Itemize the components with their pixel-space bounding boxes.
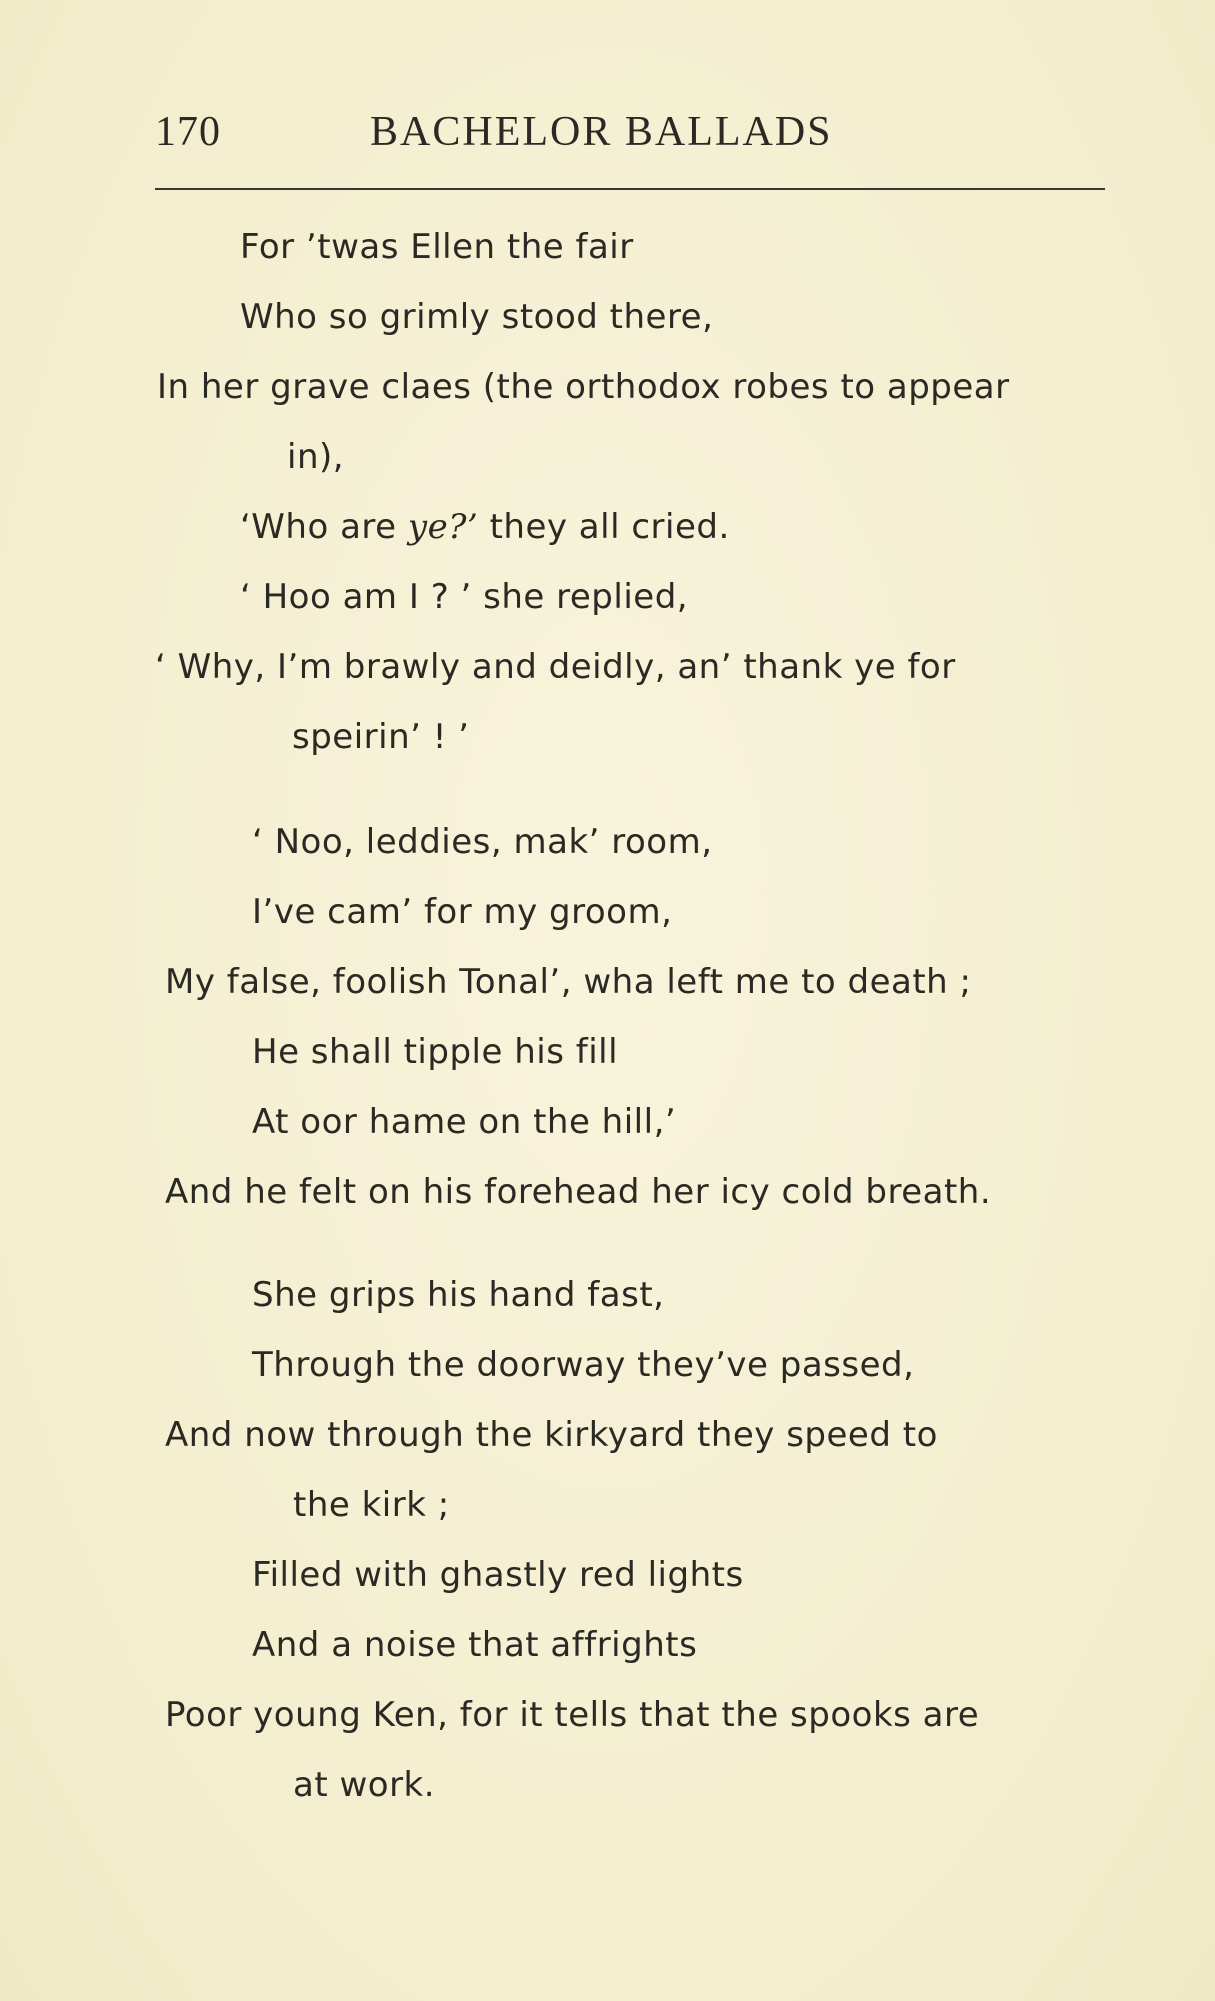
verse-line-end: they all cried. — [489, 507, 730, 547]
italic-emphasis: ye?’ — [407, 507, 479, 547]
running-title: BACHELOR BALLADS — [370, 109, 833, 155]
verse-line: Filled with ghastly red lights — [252, 1555, 744, 1595]
verse-line: ‘ Hoo am I ? ’ she replied, — [240, 577, 689, 617]
verse-line: And he felt on his forehead her icy cold breath. — [165, 1172, 992, 1212]
running-head — [155, 108, 1105, 168]
verse-line: She grips his hand fast, — [252, 1275, 665, 1315]
verse-line: In her grave claes (the orthodox robes to appear — [157, 367, 1010, 407]
verse-line: And now through the kirkyard they speed to — [165, 1415, 938, 1455]
verse-line: Poor young Ken, for it tells that the spooks are — [165, 1695, 980, 1735]
verse-line: in), — [287, 437, 345, 477]
page-number: 170 — [155, 109, 221, 155]
verse-line: For ’twas Ellen the fair — [240, 227, 634, 267]
verse-line: ‘ Noo, leddies, mak’ room, — [252, 822, 713, 862]
verse-line: My false, foolish Tonal’, wha left me to death ; — [165, 962, 972, 1002]
verse-line-justified — [157, 367, 1107, 407]
verse-line: I’ve cam’ for my groom, — [252, 892, 673, 932]
verse-line-start: ‘Who are — [240, 507, 397, 547]
verse-line: And a noise that affrights — [252, 1625, 698, 1665]
verse-line: At oor hame on the hill,’ — [252, 1102, 677, 1142]
header-rule — [155, 188, 1105, 190]
verse-line: at work. — [293, 1765, 436, 1805]
verse-line: He shall tipple his fill — [252, 1032, 619, 1072]
verse-line: Who so grimly stood there, — [240, 297, 714, 337]
verse-line-with-italic — [240, 507, 730, 547]
verse-line: Through the doorway they’ve passed, — [252, 1345, 915, 1385]
verse-line: ‘ Why, I’m brawly and deidly, an’ thank ye for — [155, 647, 956, 687]
verse-line: speirin’ ! ’ — [292, 717, 470, 757]
verse-line: the kirk ; — [293, 1485, 450, 1525]
